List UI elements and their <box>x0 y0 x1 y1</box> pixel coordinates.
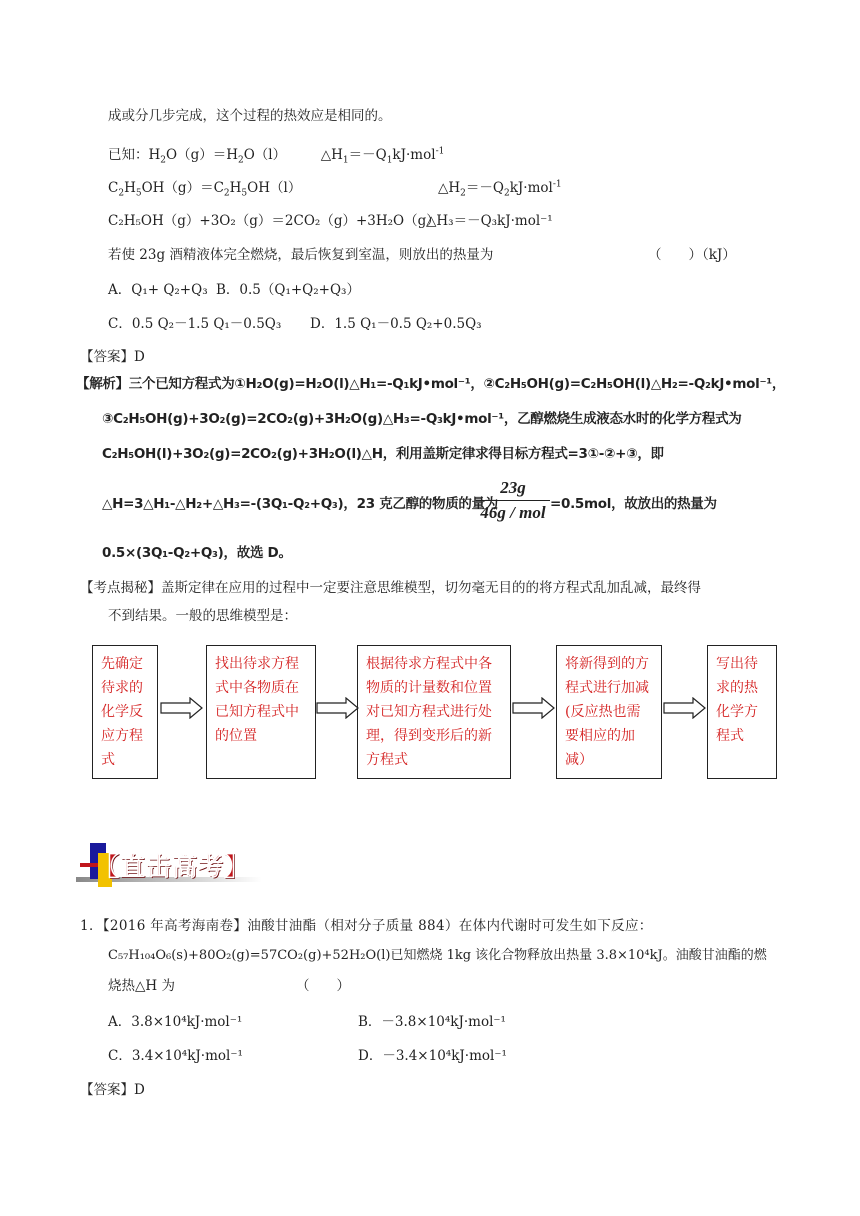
answer-blank: （ ）（kJ） <box>648 247 736 263</box>
known-equation-1: 已知：$H_2O(g)=H_2O(l)$ $\triangle H_1=-Q_1kJ\cdot mol^{-1}$ <box>108 146 445 166</box>
flow-arrow-icon <box>160 697 204 719</box>
fraction-denominator: 46g / mol <box>480 503 546 522</box>
option-b: B．0.5（Q₁+Q₂+Q₃） <box>216 282 360 298</box>
known-equation-2-dh: $\triangle H_2=-Q_2kJ\cdot mol^{-1}$ <box>438 179 562 199</box>
option-a: A．Q₁+ Q₂+Q₃ <box>108 282 208 298</box>
option-c: C．3.4×10⁴kJ·mol⁻¹ <box>108 1048 243 1064</box>
flow-step-3: 根据待求方程式中各物质的计量数和位置对已知方程式进行处理，得到变形后的新方程式 <box>357 645 511 779</box>
known-equation-3-dh: △H₃＝－Q₃kJ·mol⁻¹ <box>426 213 553 229</box>
option-d: D．－3.4×10⁴kJ·mol⁻¹ <box>358 1048 507 1064</box>
keypoint-line: 不到结果。一般的思维模型是： <box>108 608 297 624</box>
option-a: A．3.8×10⁴kJ·mol⁻¹ <box>108 1014 243 1030</box>
flow-arrow-icon <box>316 697 360 719</box>
option-d: D．1.5 Q₁－0.5 Q₂+0.5Q₃ <box>310 316 482 332</box>
question-1-stem: 烧热△H 为 <box>108 978 175 994</box>
fraction-numerator: 23g <box>500 478 526 497</box>
molar-fraction <box>476 478 550 523</box>
flow-step-1: 先确定待求的化学反应方程式 <box>92 645 158 779</box>
flow-step-5: 写出待求的热化学方程式 <box>707 645 777 779</box>
analysis-line: 0.5×(3Q₁-Q₂+Q₃)，故选 D。 <box>102 545 292 561</box>
analysis-line: C₂H₅OH(l)+3O₂(g)=2CO₂(g)+3H₂O(l)△H，利用盖斯定律求得目标方程式=3①-②+③，即 <box>102 446 664 462</box>
analysis-line: =0.5mol，故放出的热量为 <box>550 496 717 512</box>
banner-title: 【直击高考】 <box>94 852 251 881</box>
question-stem: 若使 23g 酒精液体完全燃烧，最后恢复到室温，则放出的热量为 <box>108 247 494 263</box>
option-c: C．0.5 Q₂－1.5 Q₁－0.5Q₃ <box>108 316 282 332</box>
flow-arrow-icon <box>663 697 707 719</box>
answer-blank: （ ） <box>296 978 350 994</box>
analysis-line: ③C₂H₅OH(g)+3O₂(g)=2CO₂(g)+3H₂O(g)△H₃=-Q₃kJ•mol⁻¹，乙醇燃烧生成液态水时的化学方程式为 <box>102 411 742 427</box>
intro-line: 成或分几步完成，这个过程的热效应是相同的。 <box>108 108 392 124</box>
analysis-line: △H=3△H₁-△H₂+△H₃=-(3Q₁-Q₂+Q₃)，23 克乙醇的物质的量为 <box>102 496 498 512</box>
answer-label: 【答案】D <box>80 349 145 365</box>
known-equation-3: C₂H₅OH（g）+3O₂（g）＝2CO₂（g）+3H₂O（g） <box>108 213 440 229</box>
known-equation-2: $C_2H_5OH(g)=C_2H_5OH(l)$ <box>108 180 302 199</box>
analysis-line: 【解析】三个已知方程式为①H₂O(g)=H₂O(l)△H₁=-Q₁kJ•mol⁻¹，②C₂H₅OH(g)=C₂H₅OH(l)△H₂=-Q₂kJ•mol⁻¹， <box>76 376 786 392</box>
section-banner <box>76 843 262 891</box>
flow-step-2: 找出待求方程式中各物质在已知方程式中的位置 <box>206 645 316 779</box>
keypoint-line: 【考点揭秘】盖斯定律在应用的过程中一定要注意思维模型，切勿毫无目的的将方程式乱加乱减，最终得 <box>80 580 701 596</box>
flow-arrow-icon <box>512 697 556 719</box>
option-b: B．－3.8×10⁴kJ·mol⁻¹ <box>358 1014 506 1030</box>
answer-label: 【答案】D <box>80 1082 145 1098</box>
question-1-stem: 1．【2016 年高考海南卷】油酸甘油酯（相对分子质量 884）在体内代谢时可发生如下反应： <box>80 918 653 934</box>
flow-step-4: 将新得到的方程式进行加减(反应热也需要相应的加减） <box>556 645 662 779</box>
question-1-equation: C₅₇H₁₀₄O₆(s)+80O₂(g)=57CO₂(g)+52H₂O(l)已知燃烧 1kg 该化合物释放出热量 3.8×10⁴kJ。油酸甘油酯的燃 <box>108 948 767 963</box>
